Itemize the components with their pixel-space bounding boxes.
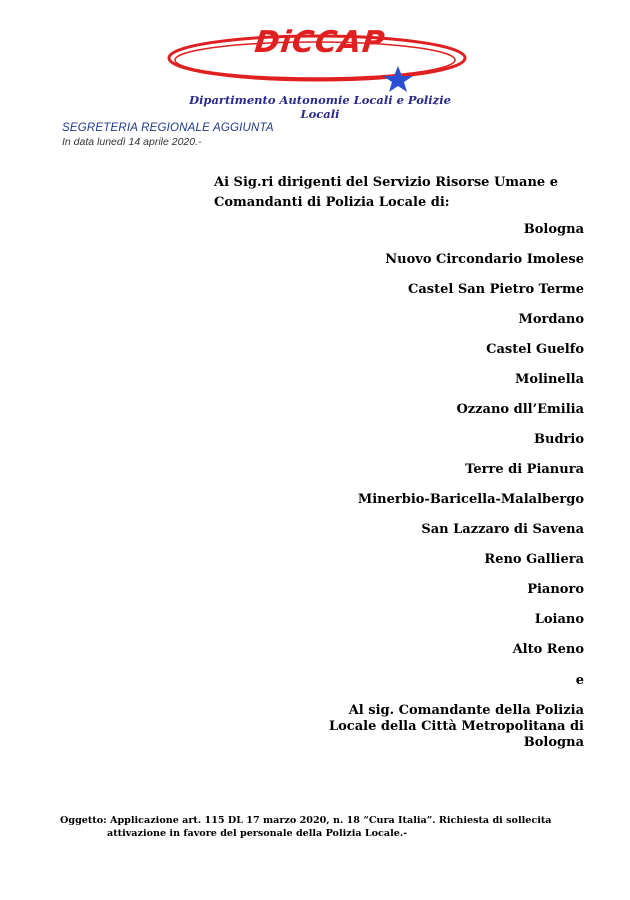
office-name: SEGRETERIA REGIONALE AGGIUNTA	[62, 122, 274, 134]
logo-subtitle: Dipartimento Autonomie Locali e Polizie Locali	[189, 93, 451, 121]
final-addressee-line: Locale della Città Metropolitana di	[329, 719, 584, 734]
addressee-line: Ai Sig.ri dirigenti del Servizio Risorse Umane e	[214, 175, 558, 190]
final-addressee	[329, 703, 584, 751]
conjunction: e	[575, 673, 584, 688]
final-addressee-line: Al sig. Comandante della Polizia	[348, 703, 584, 718]
recipient-item: Terre di Pianura	[465, 462, 584, 477]
diccap-logo	[165, 22, 475, 122]
recipient-item: Molinella	[515, 372, 584, 387]
recipient-item: Mordano	[518, 312, 584, 327]
recipient-item: Reno Galliera	[484, 552, 584, 567]
subject-block	[60, 814, 590, 840]
recipient-item: Nuovo Circondario Imolese	[385, 252, 584, 267]
recipient-item: Alto Reno	[512, 642, 584, 657]
recipient-item: Bologna	[523, 222, 584, 237]
subject-line: Oggetto: Applicazione art. 115 DL 17 marzo 2020, n. 18 “Cura Italia”. Richiesta di sollecita	[60, 815, 552, 826]
recipient-item: Pianoro	[527, 582, 584, 597]
recipient-item: Loiano	[534, 612, 584, 627]
recipient-item: San Lazzaro di Savena	[421, 522, 584, 537]
addressee-block	[214, 173, 558, 213]
star-icon	[383, 66, 413, 92]
document-date: In data lunedì 14 aprile 2020.-	[62, 136, 202, 148]
recipient-item: Castel San Pietro Terme	[408, 282, 584, 297]
logo-text: DiCCAP	[252, 25, 388, 60]
subject-line: attivazione in favore del personale della Polizia Locale.-	[107, 828, 408, 839]
recipient-list	[224, 222, 584, 672]
recipient-item: Ozzano dll’Emilia	[456, 402, 584, 417]
recipient-item: Minerbio-Baricella-Malalbergo	[357, 492, 584, 507]
addressee-line: Comandanti di Polizia Locale di:	[214, 195, 450, 210]
recipient-item: Castel Guelfo	[486, 342, 584, 357]
recipient-item: Budrio	[534, 432, 584, 447]
final-addressee-line: Bologna	[523, 735, 584, 750]
